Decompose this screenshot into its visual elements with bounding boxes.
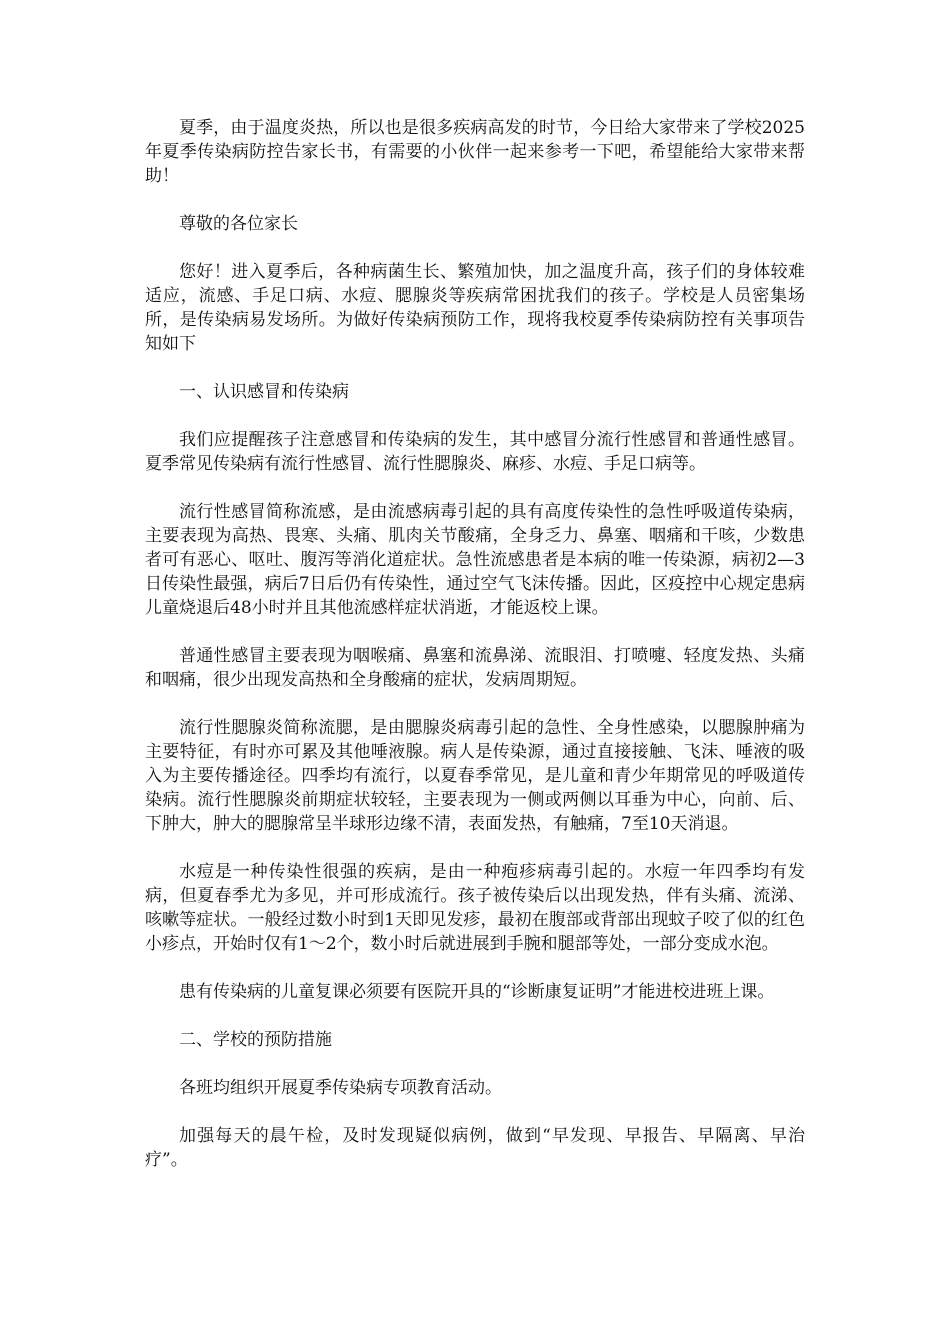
body-paragraph: 普通性感冒主要表现为咽喉痛、鼻塞和流鼻涕、流眼泪、打喷嚏、轻度发热、头痛和咽痛，很少出现发高热和全身酸痛的症状，发病周期短。: [145, 646, 805, 690]
body-paragraph: 我们应提醒孩子注意感冒和传染病的发生，其中感冒分流行性感冒和普通性感冒。夏季常见传染病有流行性感冒、流行性腮腺炎、麻疹、水痘、手足口病等。: [145, 430, 805, 474]
document-body: [145, 116, 805, 1196]
intro-paragraph: 夏季，由于温度炎热，所以也是很多疾病高发的时节，今日给大家带来了学校2025年夏季传染病防控告家长书，有需要的小伙伴一起来参考一下吧，希望能给大家带来帮助！: [145, 118, 805, 186]
body-paragraph: 流行性感冒简称流感，是由流感病毒引起的具有高度传染性的急性呼吸道传染病，主要表现为高热、畏寒、头痛、肌肉关节酸痛，全身乏力、鼻塞、咽痛和干咳，少数患者可有恶心、呕吐、腹泻等消化道症状。急性流感患者是本病的唯一传染源，病初2—3日传染性最强，病后7日后仍有传染性，通过空气飞沫传播。因此，区疫控中心规定患病儿童烧退后48小时并且其他流感样症状消逝，才能返校上课。: [145, 502, 805, 618]
section-heading-2: 二、学校的预防措施: [179, 1030, 332, 1050]
body-paragraph: 加强每天的晨午检，及时发现疑似病例，做到“早发现、早报告、早隔离、早治疗”。: [145, 1126, 805, 1170]
body-paragraph: 流行性腮腺炎简称流腮，是由腮腺炎病毒引起的急性、全身性感染，以腮腺肿痛为主要特征，有时亦可累及其他唾液腺。病人是传染源，通过直接接触、飞沫、唾液的吸入为主要传播途径。四季均有流行，以夏春季常见，是儿童和青少年期常见的呼吸道传染病。流行性腮腺炎前期症状较轻，主要表现为一侧或两侧以耳垂为中心，向前、后、下肿大，肿大的腮腺常呈半球形边缘不清，表面发热，有触痛，7至10天消退。: [145, 718, 805, 834]
salutation: 尊敬的各位家长: [179, 214, 298, 234]
section-heading-1: 一、认识感冒和传染病: [179, 382, 349, 402]
body-paragraph: 患有传染病的儿童复课必须要有医院开具的“诊断康复证明”才能进校进班上课。: [179, 982, 775, 1002]
greeting-paragraph: 您好！进入夏季后，各种病菌生长、繁殖加快，加之温度升高，孩子们的身体较难适应，流感、手足口病、水痘、腮腺炎等疾病常困扰我们的孩子。学校是人员密集场所，是传染病易发场所。为做好传染病预防工作，现将我校夏季传染病防控有关事项告知如下: [145, 262, 805, 354]
body-paragraph: 各班均组织开展夏季传染病专项教育活动。: [179, 1078, 502, 1098]
body-paragraph: 水痘是一种传染性很强的疾病，是由一种疱疹病毒引起的。水痘一年四季均有发病，但夏春季尤为多见，并可形成流行。孩子被传染后以出现发热，伴有头痛、流涕、咳嗽等症状。一般经过数小时到1天即见发疹，最初在腹部或背部出现蚊子咬了似的红色小疹点，开始时仅有1～2个，数小时后就进展到手腕和腿部等处，一部分变成水泡。: [145, 862, 805, 954]
